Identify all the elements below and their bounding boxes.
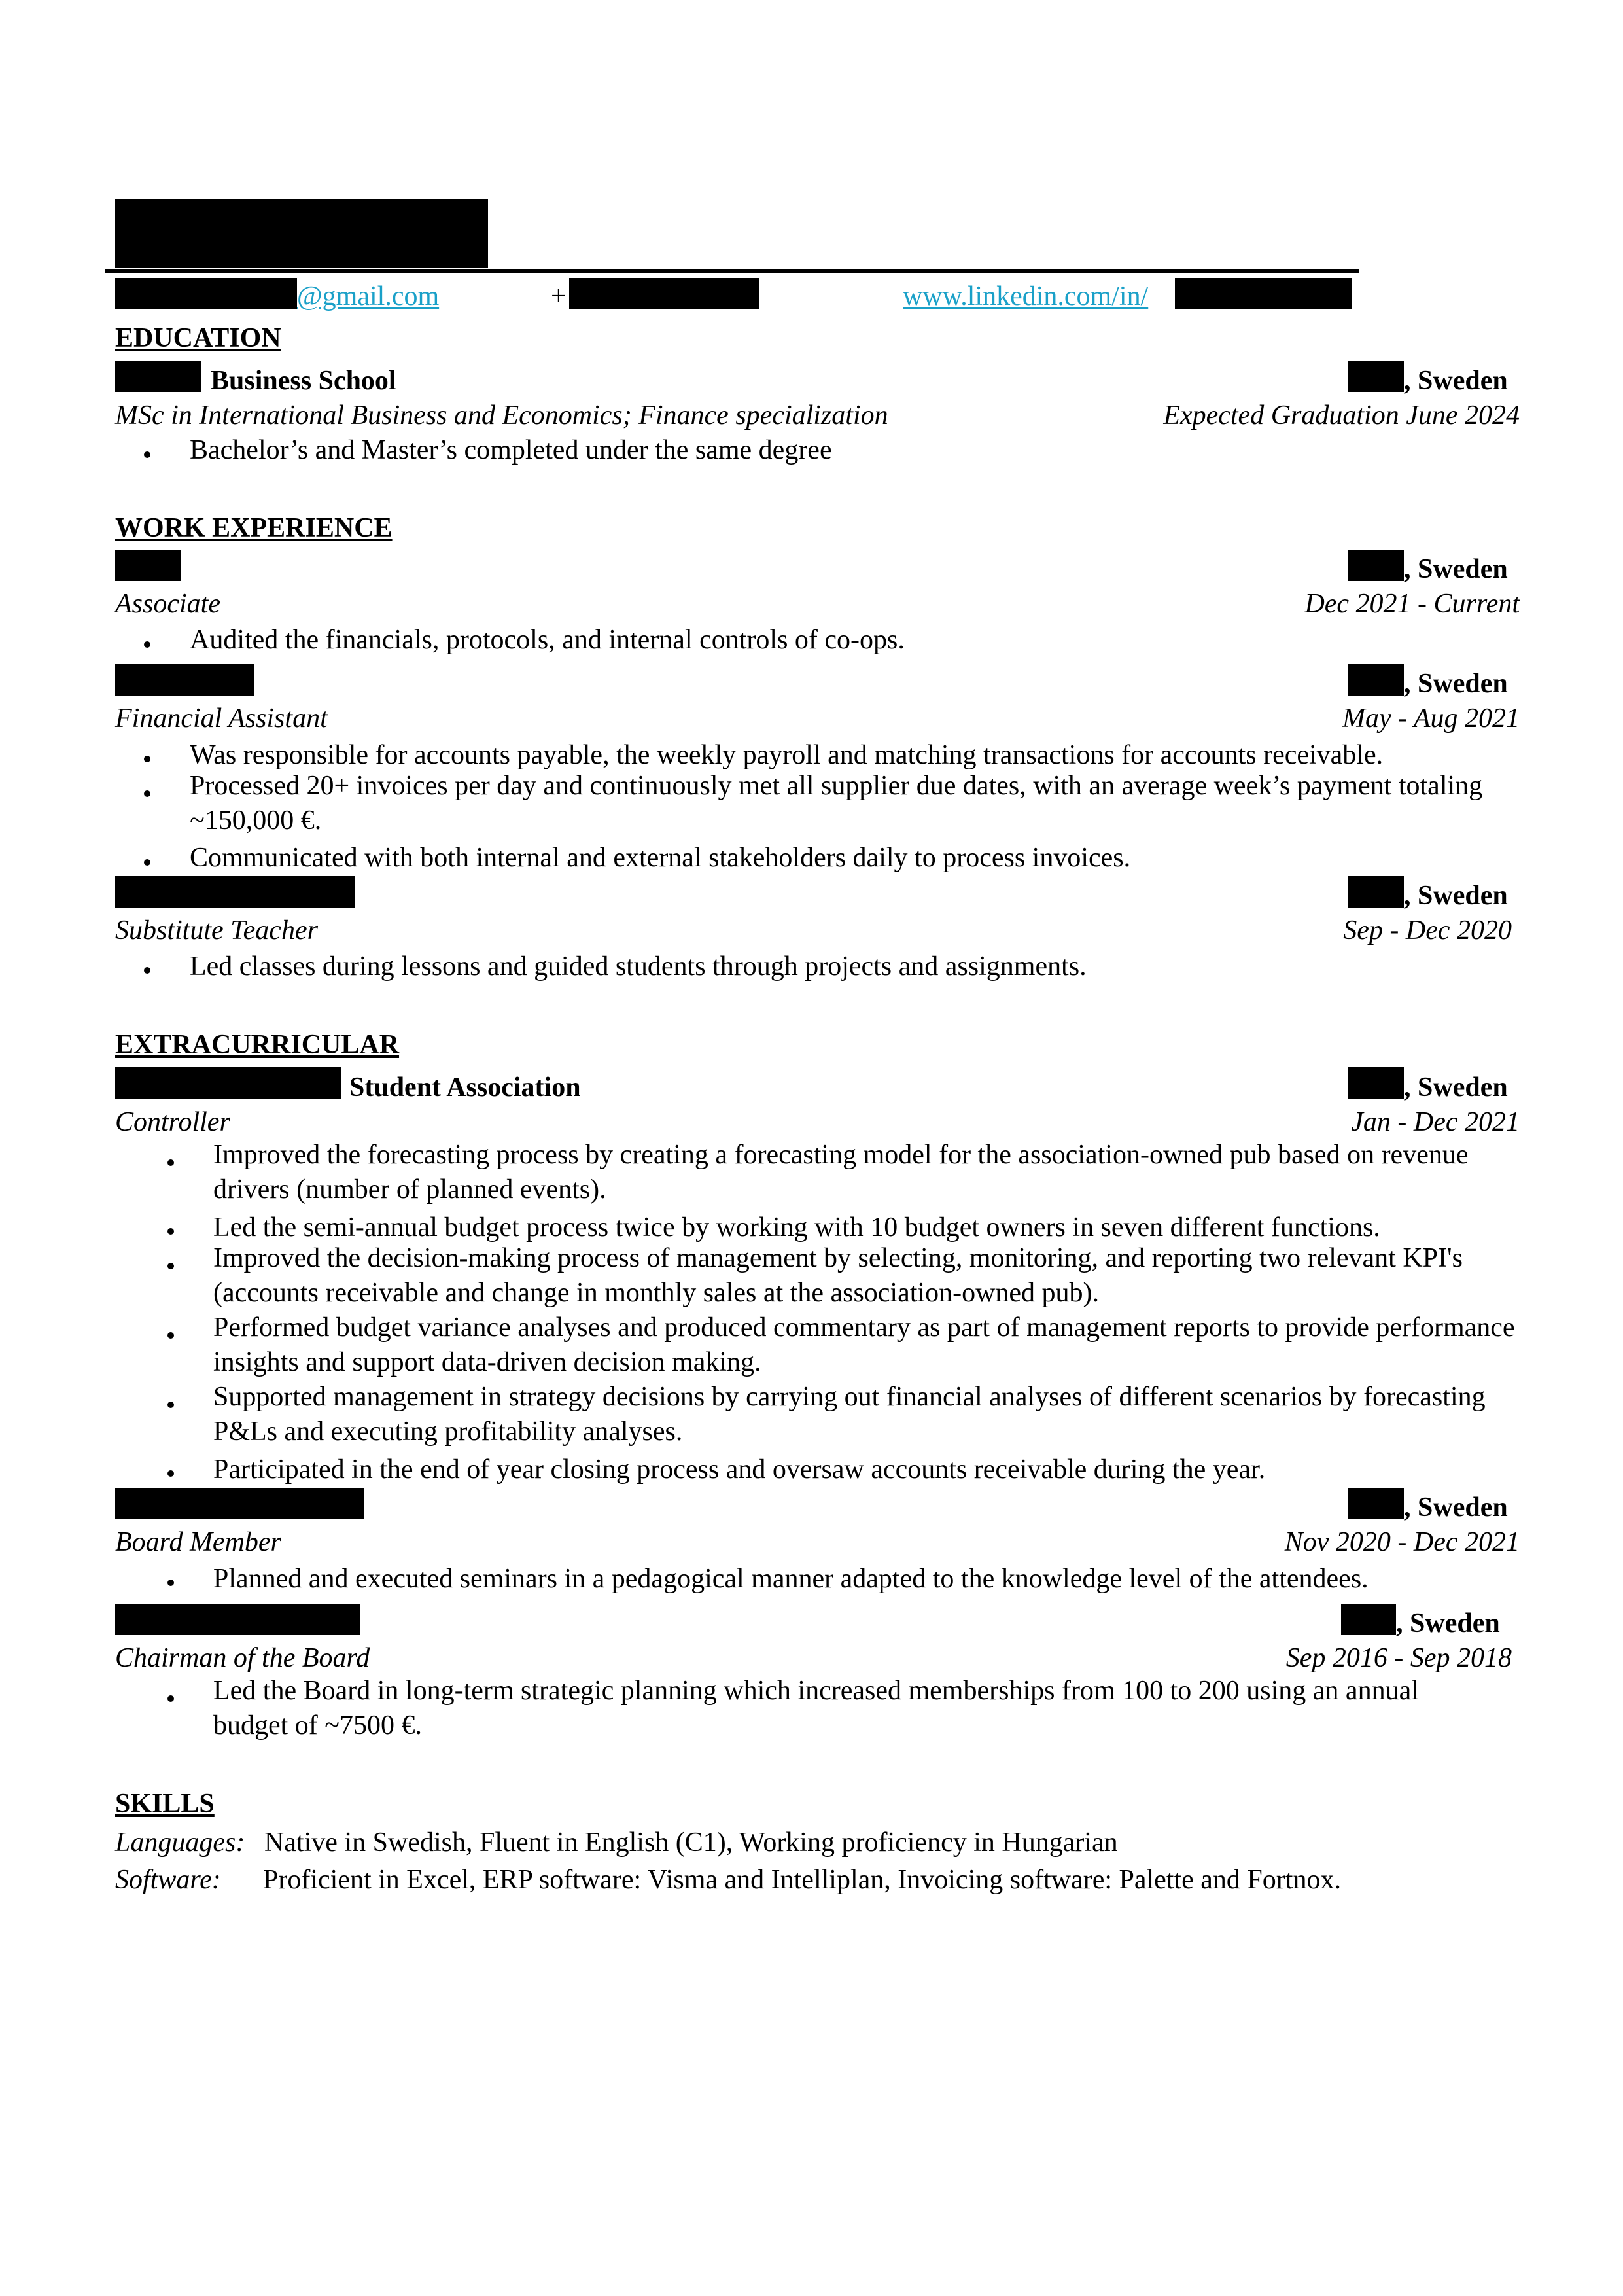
job-date: May - Aug 2021 [1342, 703, 1520, 733]
email-link[interactable]: @gmail.com [297, 281, 440, 311]
bullet-dot [167, 1159, 174, 1166]
bullet-dot [144, 859, 150, 866]
job-title: Substitute Teacher [115, 915, 318, 945]
job-bullet: Led classes during lessons and guided students through projects and assignments. [190, 951, 1087, 981]
bullet-dot [167, 1580, 174, 1586]
redacted-linkedin-user [1175, 278, 1352, 309]
redacted-school [115, 361, 201, 392]
degree: MSc in International Business and Economics; Finance specialization [115, 400, 888, 431]
bullet-dot [167, 1470, 174, 1477]
work-heading: WORK EXPERIENCE [115, 513, 393, 543]
redacted-city [1348, 1488, 1404, 1519]
job-title: Associate [115, 589, 220, 619]
bullet-dot [167, 1402, 174, 1408]
job-bullet: Audited the financials, protocols, and internal controls of co-ops. [190, 625, 905, 655]
redacted-city [1348, 361, 1404, 392]
education-heading: EDUCATION [115, 323, 281, 353]
role-bullet: Supported management in strategy decisions by carrying out financial analyses of different scenarios by forecasting P&Ls and executing profitability analyses. [213, 1382, 1486, 1447]
redacted-name [115, 199, 488, 268]
redacted-city [1348, 876, 1404, 908]
bullet-dot [144, 451, 150, 458]
bullet-dot [144, 756, 150, 762]
role-bullet: Improved the decision-making process of management by selecting, monitoring, and reporting two relevant KPI's (accounts receivable and change in monthly sales at the association-owned pub). [213, 1243, 1463, 1308]
role-location: , Sweden [1404, 1072, 1508, 1103]
role-bullet: Led the Board in long-term strategic planning which increased memberships from 100 to 200 using an annual budget of ~7500 €. [213, 1676, 1419, 1740]
job-date: Sep - Dec 2020 [1343, 915, 1512, 945]
role-bullet: Improved the forecasting process by creating a forecasting model for the association-owned pub based on revenue drivers (number of planned events). [213, 1140, 1469, 1205]
role-location: , Sweden [1404, 1492, 1508, 1523]
role-bullet: Led the semi-annual budget process twice by working with 10 budget owners in seven different functions. [213, 1212, 1380, 1243]
job-title: Financial Assistant [115, 703, 328, 733]
school-name: Business School [211, 366, 396, 396]
job-location: , Sweden [1404, 881, 1508, 911]
org-name: Student Association [349, 1072, 581, 1103]
header-rule [105, 269, 1359, 273]
job-bullet: Was responsible for accounts payable, the weekly payroll and matching transactions for accounts receivable. [190, 740, 1384, 770]
role-bullet: Participated in the end of year closing process and oversaw accounts receivable during the year. [213, 1455, 1266, 1485]
role-date: Sep 2016 - Sep 2018 [1285, 1643, 1512, 1673]
role-title: Chairman of the Board [115, 1643, 370, 1673]
phone-prefix: + [551, 281, 567, 311]
bullet-dot [167, 1263, 174, 1269]
role-date: Jan - Dec 2021 [1351, 1107, 1520, 1137]
bullet-dot [167, 1228, 174, 1235]
education-bullet: Bachelor’s and Master’s completed under the same degree [190, 435, 832, 465]
languages-value: Native in Swedish, Fluent in English (C1), Working proficiency in Hungarian [264, 1828, 1118, 1858]
redacted-employer [115, 664, 254, 696]
redacted-org [115, 1067, 341, 1099]
job-bullet: Processed 20+ invoices per day and continuously met all supplier due dates, with an average week’s payment totaling ~150,000 €. [190, 771, 1483, 836]
languages-label: Languages: [115, 1828, 245, 1858]
software-label: Software: [115, 1865, 221, 1895]
job-location: , Sweden [1404, 669, 1508, 699]
redacted-employer [115, 876, 355, 908]
bullet-dot [144, 641, 150, 648]
redacted-city [1348, 1067, 1404, 1099]
role-title: Board Member [115, 1527, 281, 1557]
role-bullet: Planned and executed seminars in a pedagogical manner adapted to the knowledge level of the attendees. [213, 1564, 1369, 1594]
role-bullet: Performed budget variance analyses and produced commentary as part of management reports to provide performance insights and support data-driven decision making. [213, 1313, 1515, 1377]
graduation-date: Expected Graduation June 2024 [1163, 400, 1520, 431]
redacted-phone [569, 278, 759, 309]
redacted-employer [115, 550, 181, 581]
bullet-dot [167, 1695, 174, 1702]
bullet-dot [144, 967, 150, 974]
linkedin-link[interactable]: www.linkedin.com/in/ [903, 281, 1149, 311]
role-title: Controller [115, 1107, 230, 1137]
school-location: , Sweden [1404, 366, 1508, 396]
redacted-city [1341, 1604, 1396, 1635]
software-value: Proficient in Excel, ERP software: Visma and Intelliplan, Invoicing software: Palette and Fortnox. [263, 1865, 1341, 1895]
role-date: Nov 2020 - Dec 2021 [1284, 1527, 1520, 1557]
extracurricular-heading: EXTRACURRICULAR [115, 1030, 400, 1060]
job-date: Dec 2021 - Current [1304, 589, 1520, 619]
redacted-city [1348, 664, 1404, 696]
job-location: , Sweden [1404, 554, 1508, 584]
role-location: , Sweden [1396, 1608, 1500, 1638]
redacted-org [115, 1604, 360, 1635]
redacted-email-user [115, 278, 297, 309]
bullet-dot [144, 790, 150, 797]
redacted-city [1348, 550, 1404, 581]
bullet-dot [167, 1332, 174, 1339]
job-bullet: Communicated with both internal and external stakeholders daily to process invoices. [190, 843, 1131, 873]
skills-heading: SKILLS [115, 1789, 215, 1819]
redacted-org [115, 1488, 364, 1519]
